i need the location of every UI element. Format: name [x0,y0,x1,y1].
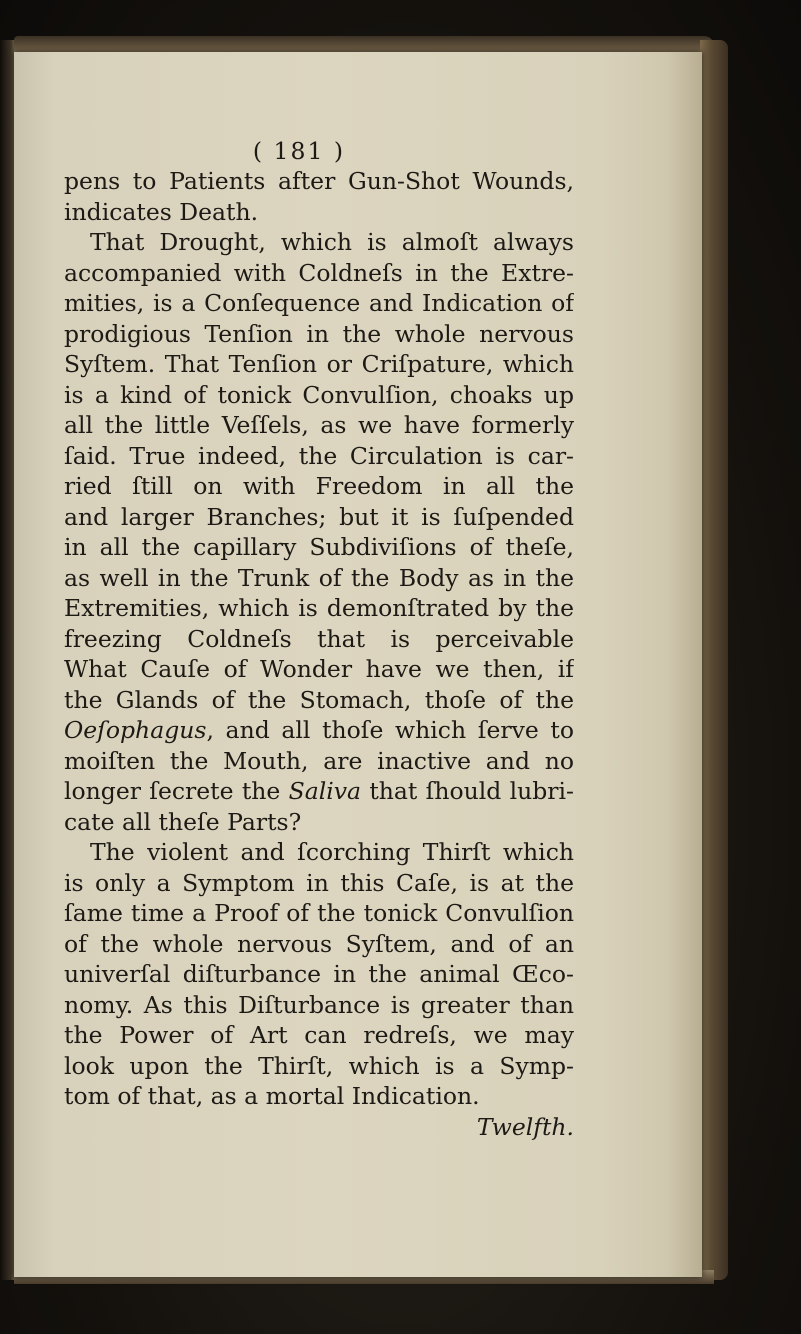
text-line: and larger Branches; but it is ſuſpended [64,502,574,531]
text-line: univerſal diſturbance in the animal Œco- [64,960,574,988]
page-number: ( 181 ) [252,137,346,165]
text-line: Extremities, which is demonſtrated by the [64,594,574,622]
text-line: of the whole nervous Syſtem, and of an [64,929,574,958]
text-line: That Drought, which is almoſt always [90,228,574,256]
text-line: freezing Coldneſs that is perceivable [64,624,574,653]
text-line: prodigious Tenſion in the whole nervous [64,319,574,348]
text-line: What Cauſe of Wonder have we then, if [64,655,574,683]
text-line: tom of that, as a mortal Indication. [64,1082,480,1110]
text-line: longer ſecrete the Saliva that ſhould lubri- [64,777,574,805]
text-line: ſaid. True indeed, the Circulation is car- [64,441,574,470]
text-line: look upon the Thirſt, which is a Symp- [64,1051,574,1080]
text-line: Syſtem. That Tenſion or Criſpature, which [64,350,574,378]
text-line: the Power of Art can redreſs, we may [64,1021,574,1049]
text-line: pens to Patients after Gun-Shot Wounds, [64,167,574,195]
page-text [64,136,574,1142]
text-line: indicates Death. [64,197,259,226]
text-line: accompanied with Coldneſs in the Extre- [64,258,574,287]
text-line: nomy. As this Diſturbance is greater than [64,990,574,1019]
text-line: mities, is a Conſequence and Indication of [64,289,574,317]
italic-term: Saliva [288,777,362,805]
catchword: Twelfth. [476,1112,574,1141]
text-line: Oeſophagus, and all thoſe which ſerve to [64,716,574,744]
text-line: the Glands of the Stomach, thoſe of the [64,685,574,714]
text-line: as well in the Trunk of the Body as in the [64,563,574,592]
text-line: ried ſtill on with Freedom in all the [64,472,574,500]
text-line: is a kind of tonick Convulſion, choaks up [64,380,574,409]
text-line: all the little Veſſels, as we have formerly [64,411,574,439]
page-edge-right [700,40,728,1280]
text-lines [64,166,574,1112]
text-line: in all the capillary Subdiviſions of theſe, [64,533,574,561]
text-line: cate all theſe Parts? [64,807,302,836]
text-line: is only a Symptom in this Caſe, is at the [64,868,574,897]
text-line: The violent and ſcorching Thirſt which [90,838,574,866]
italic-term: Oeſophagus [64,716,207,744]
text-line: moiſten the Mouth, are inactive and no [64,746,574,775]
text-line: ſame time a Proof of the tonick Convulſion [64,899,574,927]
